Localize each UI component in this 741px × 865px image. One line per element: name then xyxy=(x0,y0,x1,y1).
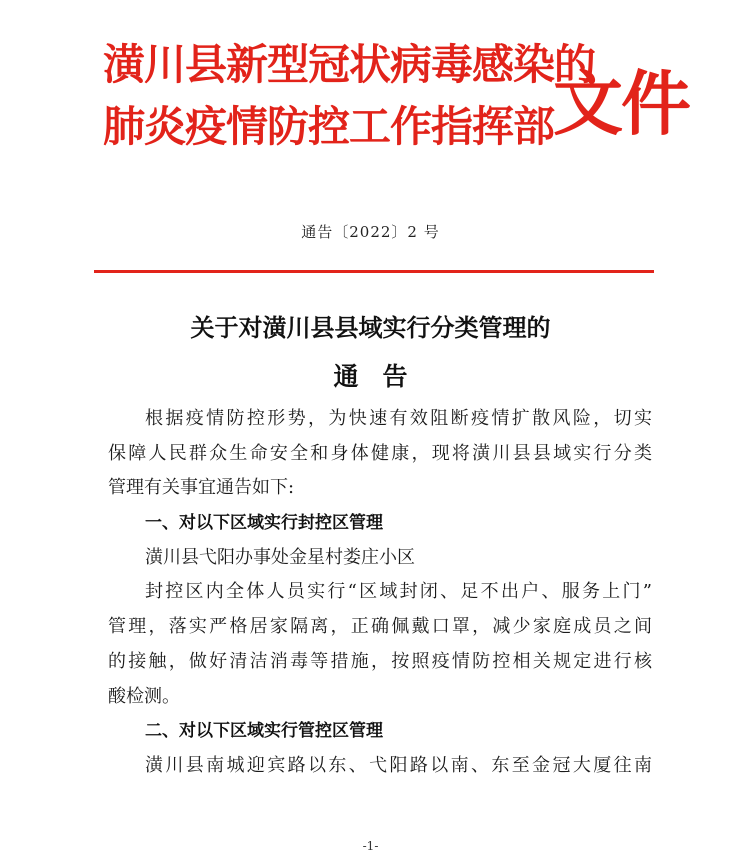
organization-name-line-2: 肺炎疫情防控工作指挥部 xyxy=(103,102,555,151)
document-number: 通告〔2022〕2 号 xyxy=(301,223,440,241)
page-number: -1- xyxy=(362,839,379,853)
section-1-measures-line-1: 封控区内全体人员实行“区域封闭、足不出户、服务上门” xyxy=(145,581,652,603)
red-divider-line xyxy=(94,270,654,273)
intro-line-2: 保障人民群众生命安全和身体健康，现将潢川县县域实行分类 xyxy=(108,442,652,464)
intro-line-3: 管理有关事宜通告如下: xyxy=(108,477,295,499)
notice-title-suffix: 通告 xyxy=(333,362,432,391)
organization-name-line-1: 潢川县新型冠状病毒感染的 xyxy=(103,40,596,89)
section-2-area: 潢川县南城迎宾路以东、弋阳路以南、东至金冠大厦往南 xyxy=(145,754,652,776)
document-type-label: 文件 xyxy=(553,63,689,145)
issuing-organization xyxy=(103,34,596,158)
section-1-measures-line-4: 酸检测。 xyxy=(108,685,180,707)
notice-title: 关于对潢川县县域实行分类管理的 xyxy=(190,313,551,342)
section-2-heading: 二、对以下区域实行管控区管理 xyxy=(145,721,383,742)
document-header xyxy=(103,34,689,184)
section-1-area: 潢川县弋阳办事处金星村娄庄小区 xyxy=(145,546,415,568)
notice-body xyxy=(108,402,652,784)
section-1-measures-line-2: 管理，落实严格居家隔离，正确佩戴口罩，减少家庭成员之间 xyxy=(108,616,652,638)
intro-line-1: 根据疫情防控形势，为快速有效阻断疫情扩散风险，切实 xyxy=(145,408,652,429)
section-1-measures-line-3: 的接触，做好清洁消毒等措施，按照疫情防控相关规定进行核 xyxy=(108,650,652,672)
section-1-heading: 一、对以下区域实行封控区管理 xyxy=(145,513,383,534)
